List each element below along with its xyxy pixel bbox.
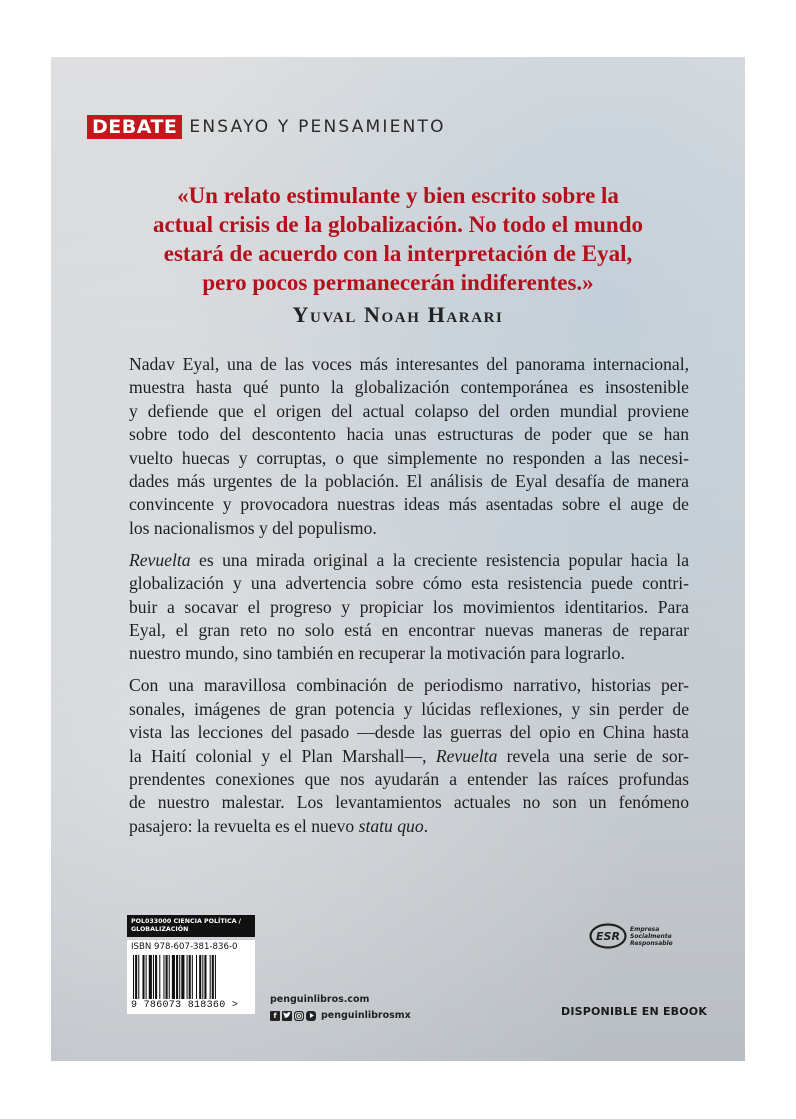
paragraph-1 bbox=[129, 353, 689, 540]
text-line: sonales, imágenes de gran potencia y lúcidas reflexiones, y sin perder de bbox=[129, 698, 689, 719]
barcode-bar bbox=[146, 955, 147, 999]
text-line: globalización y una advertencia sobre cómo esta resistencia puede contri- bbox=[129, 573, 689, 594]
text-line: Eyal, el gran reto no solo está en encontrar nuevas maneras de reparar bbox=[129, 619, 689, 640]
bisac-line: GLOBALIZACIÓN bbox=[131, 926, 189, 933]
esr-line: Empresa bbox=[630, 925, 660, 933]
quote-line: pero pocos permanecerán indiferentes.» bbox=[202, 270, 594, 295]
barcode-digits: 9 786073 818360 > bbox=[131, 1000, 239, 1011]
barcode-bar bbox=[155, 955, 157, 999]
esr-mark-text: ESR bbox=[596, 930, 620, 943]
text-run: la Haití colonial y el Plan Marshall—, bbox=[129, 745, 436, 766]
esr-caption bbox=[630, 926, 673, 947]
barcode-bar bbox=[189, 955, 191, 999]
text-line: buir a socavar el progreso y propiciar los movimientos identitarios. Para bbox=[129, 596, 689, 617]
barcode-bar bbox=[169, 955, 170, 999]
text-line: convincente y provocadora nuestras ideas más asentadas sobre el auge de bbox=[129, 494, 689, 515]
barcode-bar bbox=[176, 955, 178, 999]
book-title: Revuelta bbox=[435, 745, 498, 766]
barcode-bar bbox=[138, 955, 139, 999]
debate-logo: DEBATE bbox=[87, 115, 182, 139]
barcode-bar bbox=[133, 955, 134, 999]
barcode-bar bbox=[212, 955, 214, 999]
text-line: vista las lecciones del pasado —desde las guerras del opio en China hasta bbox=[129, 722, 689, 743]
text-run: pasajero: la revuelta es el nuevo bbox=[129, 815, 359, 836]
barcode-bar bbox=[153, 955, 154, 999]
barcode-bar bbox=[215, 955, 216, 999]
paragraph-3 bbox=[129, 674, 689, 838]
barcode-block bbox=[127, 915, 255, 1014]
text-line: muestra hasta qué punto la globalización contemporánea es insostenible bbox=[129, 377, 689, 398]
publisher-info bbox=[270, 994, 411, 1021]
barcode-bar bbox=[163, 955, 164, 999]
bisac-label bbox=[127, 915, 255, 937]
text-line: Nadav Eyal, una de las voces más interesantes del panorama internacional, bbox=[129, 354, 689, 374]
instagram-icon[interactable] bbox=[294, 1011, 304, 1021]
youtube-icon[interactable] bbox=[306, 1011, 316, 1021]
barcode-bar bbox=[179, 955, 180, 999]
bisac-line: POL033000 CIENCIA POLÍTICA / bbox=[131, 918, 241, 925]
text-line: vuelto huecas y corruptas, o que simplemente no responden a las necesi- bbox=[129, 447, 689, 468]
barcode-bar bbox=[199, 955, 201, 999]
barcode-bar bbox=[181, 955, 184, 999]
text-line: los nacionalismos y del populismo. bbox=[129, 517, 377, 538]
text-line bbox=[129, 549, 689, 572]
barcode-bar bbox=[135, 955, 137, 999]
publisher-url[interactable]: penguinlibros.com bbox=[270, 994, 370, 1005]
text-line: y defiende que el origen del actual colapso del orden mundial proviene bbox=[129, 400, 689, 421]
text-run: . bbox=[423, 815, 429, 836]
barcode-bar bbox=[149, 955, 152, 999]
text-run: revela una serie de sor- bbox=[497, 745, 689, 766]
text-line: sobre todo del descontento hacia unas estructuras de poder que se han bbox=[129, 424, 689, 445]
text-line bbox=[129, 745, 689, 768]
text-line bbox=[129, 815, 689, 838]
esr-logo-icon bbox=[589, 923, 627, 949]
text-line: Con una maravillosa combinación de periodismo narrativo, historias per- bbox=[129, 675, 689, 696]
text-line: prendentes conexiones que nos ayudarán a entender las raíces profundas bbox=[129, 768, 689, 789]
text-line: nuestro mundo, sino también en recuperar la motivación para lograrlo. bbox=[129, 643, 625, 664]
quote-line: «Un relato estimulante y bien escrito sobre la bbox=[177, 183, 619, 208]
back-cover bbox=[51, 57, 745, 1061]
quote-author: Yuval Noah Harari bbox=[292, 302, 504, 327]
barcode-bar bbox=[187, 955, 188, 999]
quote-line: estará de acuerdo con la interpretación de Eyal, bbox=[163, 241, 633, 266]
book-title: Revuelta bbox=[129, 549, 191, 570]
description bbox=[129, 353, 689, 847]
social-handle[interactable]: penguinlibrosmx bbox=[321, 1010, 411, 1021]
imprint bbox=[87, 115, 446, 139]
barcode-bar bbox=[159, 955, 160, 999]
facebook-icon[interactable]: f bbox=[270, 1011, 280, 1021]
twitter-icon[interactable] bbox=[282, 1011, 292, 1021]
barcode-bar bbox=[210, 955, 211, 999]
emphasis: statu quo bbox=[358, 815, 424, 836]
barcode-bar bbox=[172, 955, 175, 999]
text-line: de nuestro malestar. Los levantamientos actuales no son un fenómeno bbox=[129, 792, 689, 813]
quote-line: actual crisis de la globalización. No todo el mundo bbox=[152, 212, 644, 237]
social-links bbox=[270, 1010, 411, 1021]
barcode bbox=[127, 940, 255, 1014]
blurb-quote bbox=[51, 181, 745, 297]
paragraph-2 bbox=[129, 549, 689, 666]
barcode-bar bbox=[196, 955, 197, 999]
barcode-bar bbox=[192, 955, 193, 999]
barcode-bar bbox=[202, 955, 203, 999]
barcode-bar bbox=[204, 955, 206, 999]
barcode-bar bbox=[142, 955, 144, 999]
barcode-bars bbox=[131, 955, 251, 999]
isbn-text: ISBN 978-607-381-836-0 bbox=[131, 942, 238, 952]
barcode-bar bbox=[166, 955, 168, 999]
ebook-availability: DISPONIBLE EN EBOOK bbox=[561, 1005, 708, 1018]
esr-line: Socialmente bbox=[630, 932, 672, 940]
esr-badge bbox=[589, 923, 673, 949]
collection-name: ENSAYO Y PENSAMIENTO bbox=[189, 117, 446, 137]
text-run: es una mirada original a la creciente resistencia popular hacia la bbox=[190, 549, 689, 570]
esr-line: Responsable bbox=[630, 939, 673, 947]
text-line: dades más urgentes de la población. El análisis de Eyal desafía de manera bbox=[129, 471, 689, 492]
